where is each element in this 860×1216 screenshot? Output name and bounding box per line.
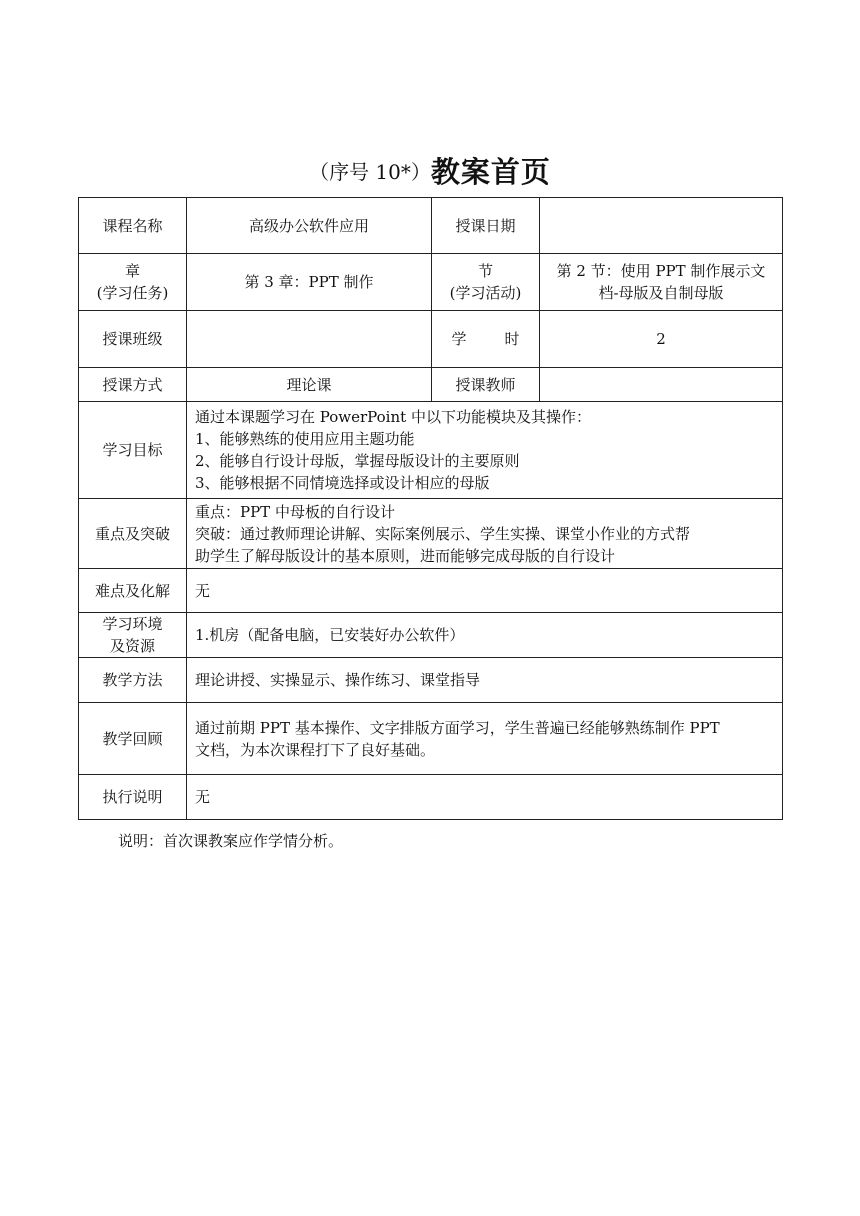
date-value (540, 198, 783, 254)
keypoints-line: 突破：通过教师理论讲解、实际案例展示、学生实操、课堂小作业的方式帮 (195, 524, 691, 543)
chapter-label-line1: 章 (124, 262, 140, 280)
table-row (79, 569, 783, 613)
course-name-label: 课程名称 (79, 198, 187, 254)
mode-label: 授课方式 (79, 368, 187, 402)
table-row (79, 775, 783, 820)
chapter-label (79, 254, 187, 311)
review-label: 教学回顾 (79, 703, 187, 775)
title-serial: （序号 10*） (309, 160, 431, 184)
method-value: 理论讲授、实操显示、操作练习、课堂指导 (187, 658, 783, 703)
table-row (79, 402, 783, 499)
goals-value (187, 402, 783, 499)
table-row (79, 499, 783, 569)
goals-line: 2、能够自行设计母版，掌握母版设计的主要原则 (195, 452, 520, 470)
table-row (79, 254, 783, 311)
class-label: 授课班级 (79, 311, 187, 368)
section-label-line2: (学习活动) (449, 284, 522, 302)
keypoints-line: 助学生了解母版设计的基本原则，进而能够完成母版的自行设计 (195, 546, 616, 565)
chapter-label-line2: (学习任务) (96, 284, 169, 302)
teacher-value (540, 368, 783, 402)
section-value (540, 254, 783, 311)
difficulty-label: 难点及化解 (79, 569, 187, 613)
hours-label-a: 学 (451, 330, 467, 348)
table-row (79, 311, 783, 368)
section-value-line1: 第 2 节：使用 PPT 制作展示文 (556, 262, 766, 280)
class-value (187, 311, 432, 368)
difficulty-value: 无 (187, 569, 783, 613)
chapter-value: 第 3 章：PPT 制作 (187, 254, 432, 311)
exec-value: 无 (187, 775, 783, 820)
env-label-line2: 及资源 (109, 637, 155, 655)
table-row (79, 198, 783, 254)
section-value-line2: 档-母版及自制母版 (598, 284, 724, 302)
teacher-label: 授课教师 (432, 368, 540, 402)
hours-label-b: 时 (504, 330, 520, 348)
course-name-value: 高级办公软件应用 (187, 198, 432, 254)
goals-line: 3、能够根据不同情境选择或设计相应的母版 (195, 474, 490, 492)
method-label: 教学方法 (79, 658, 187, 703)
date-label: 授课日期 (432, 198, 540, 254)
page-title (0, 150, 860, 196)
title-main: 教案首页 (430, 155, 551, 189)
keypoints-value (187, 499, 783, 569)
env-label-line1: 学习环境 (102, 615, 163, 633)
env-value: 1.机房（配备电脑，已安装好办公软件） (187, 613, 783, 658)
mode-value: 理论课 (187, 368, 432, 402)
goals-line: 1、能够熟练的使用应用主题功能 (195, 430, 415, 448)
review-line: 文档，为本次课程打下了良好基础。 (195, 740, 436, 759)
table-row (79, 703, 783, 775)
footer-note: 说明：首次课教案应作学情分析。 (118, 832, 344, 850)
goals-label: 学习目标 (79, 402, 187, 499)
goals-line: 通过本课题学习在 PowerPoint 中以下功能模块及其操作： (195, 408, 591, 426)
keypoints-label: 重点及突破 (79, 499, 187, 569)
hours-value: 2 (540, 311, 783, 368)
table-row (79, 368, 783, 402)
keypoints-line: 重点：PPT 中母板的自行设计 (195, 502, 395, 521)
hours-label (432, 311, 540, 368)
section-label-line1: 节 (477, 262, 493, 280)
review-line: 通过前期 PPT 基本操作、文字排版方面学习，学生普遍已经能够熟练制作 PPT (195, 718, 720, 737)
table-row (79, 658, 783, 703)
lesson-plan-table (78, 197, 783, 820)
exec-label: 执行说明 (79, 775, 187, 820)
section-label (432, 254, 540, 311)
table-row (79, 613, 783, 658)
env-label (79, 613, 187, 658)
review-value (187, 703, 783, 775)
